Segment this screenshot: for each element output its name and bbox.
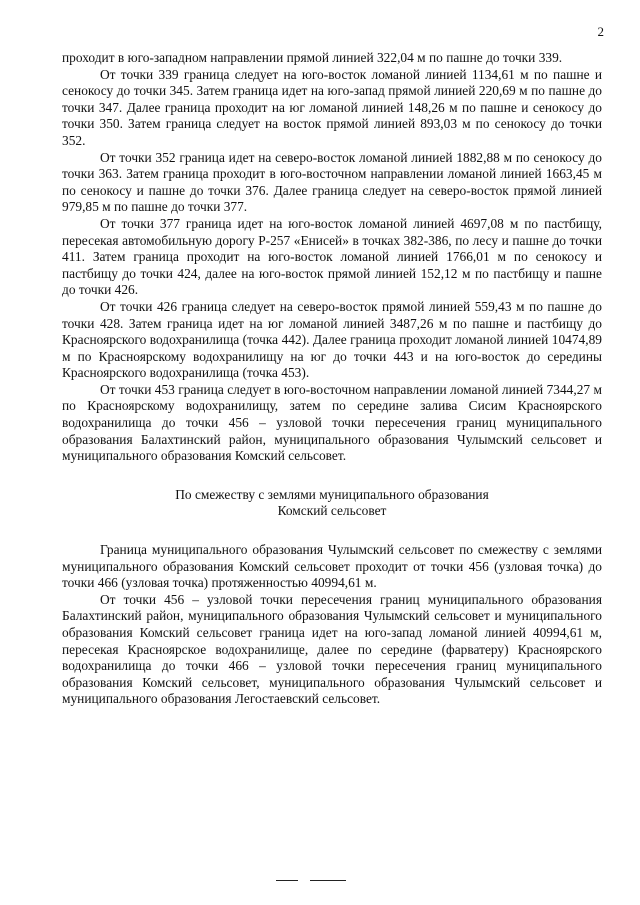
paragraph-point-453: От точки 453 граница следует в юго-восточном направлении ломаной линией 7344,27 м по Красноярскому водохранилищу, затем по середине залива Сисим Красноярского водохранилища до точки 456 – узловой точки пересечения границ муниципального образования Балахтинский район, муниципального образования Чулымский сельсовет и муниципального образования Комский сельсовет. <box>62 381 602 464</box>
paragraph-point-339: От точки 339 граница следует на юго-восток ломаной линией 1134,61 м по пашне и сенокосу до точки 345. Затем граница идет на юго-запад прямой линией 220,69 м по пашне до точки 347. Далее граница проходит на юг ломаной линией 148,26 м по пашне и сенокосу до точки 350. Затем граница следует на восток прямой линией 893,03 м по сенокосу до точки 352. <box>62 66 602 148</box>
section-heading-line-2: Комский сельсовет <box>277 503 387 519</box>
paragraph-continuation: проходит в юго-западном направлении прямой линией 322,04 м по пашне до точки 339. <box>62 50 563 65</box>
paragraph-point-456: От точки 456 – узловой точки пересечения границ муниципального образования Балахтинский район, муниципального образования Чулымский сельсовет и муниципального образования Комский сельсовет граница идет на юго-запад ломаной линией 40994,61 м, пересекая Красноярское водохранилище, далее по середине (фарватеру) Красноярского водохранилища до точки 466 – узловой точки пересечения границ муниципального образования Комский сельсовет, муниципального образования Чулымский сельсовет и муниципального образования Легостаевский сельсовет. <box>62 591 602 707</box>
footer-divider-right <box>310 880 346 881</box>
section-heading <box>62 487 602 520</box>
paragraph-boundary-summary: Граница муниципального образования Чулымский сельсовет по смежеству с землями муниципального образования Комский сельсовет проходит от точки 456 (узловая точка) до точки 466 (узловая точка) протяженностью 40994,61 м. <box>62 542 602 591</box>
section-heading-line-1: По смежеству с землями муниципального образования <box>175 486 489 502</box>
paragraph-point-377: От точки 377 граница идет на юго-восток ломаной линией 4697,08 м по пастбищу, пересекая автомобильную дорогу Р-257 «Енисей» в точках 382-386, по лесу и пашне до точки 411. Затем граница проходит на юго-восток ломаной линией 1766,01 м по сенокосу и пастбищу до точки 424, далее на юго-восток прямой линией 152,12 м по пастбищу и пашне до точки 426. <box>62 215 602 298</box>
paragraph-point-352: От точки 352 граница идет на северо-восток ломаной линией 1882,88 м по сенокосу до точки 363. Затем граница проходит в юго-восточном направлении ломаной линией 1663,45 м по сенокосу и пашне до точки 376. Далее граница следует на северо-восток прямой линией 979,85 м по пашне до точки 377. <box>62 149 602 215</box>
paragraph-point-426: От точки 426 граница следует на северо-восток прямой линией 559,43 м по пашне до точки 428. Затем граница идет на юг ломаной линией 3487,26 м по пашне и пастбищу до Красноярского водохранилища (точка 442). Далее граница проходит ломаной линией 10474,89 м по Красноярскому водохранилищу на юг до точки 443 и на юго-восток до середины Красноярского водохранилища (точка 453). <box>62 298 602 381</box>
footer-divider-left <box>276 880 298 881</box>
page-number: 2 <box>597 24 604 39</box>
document-body <box>62 50 602 708</box>
